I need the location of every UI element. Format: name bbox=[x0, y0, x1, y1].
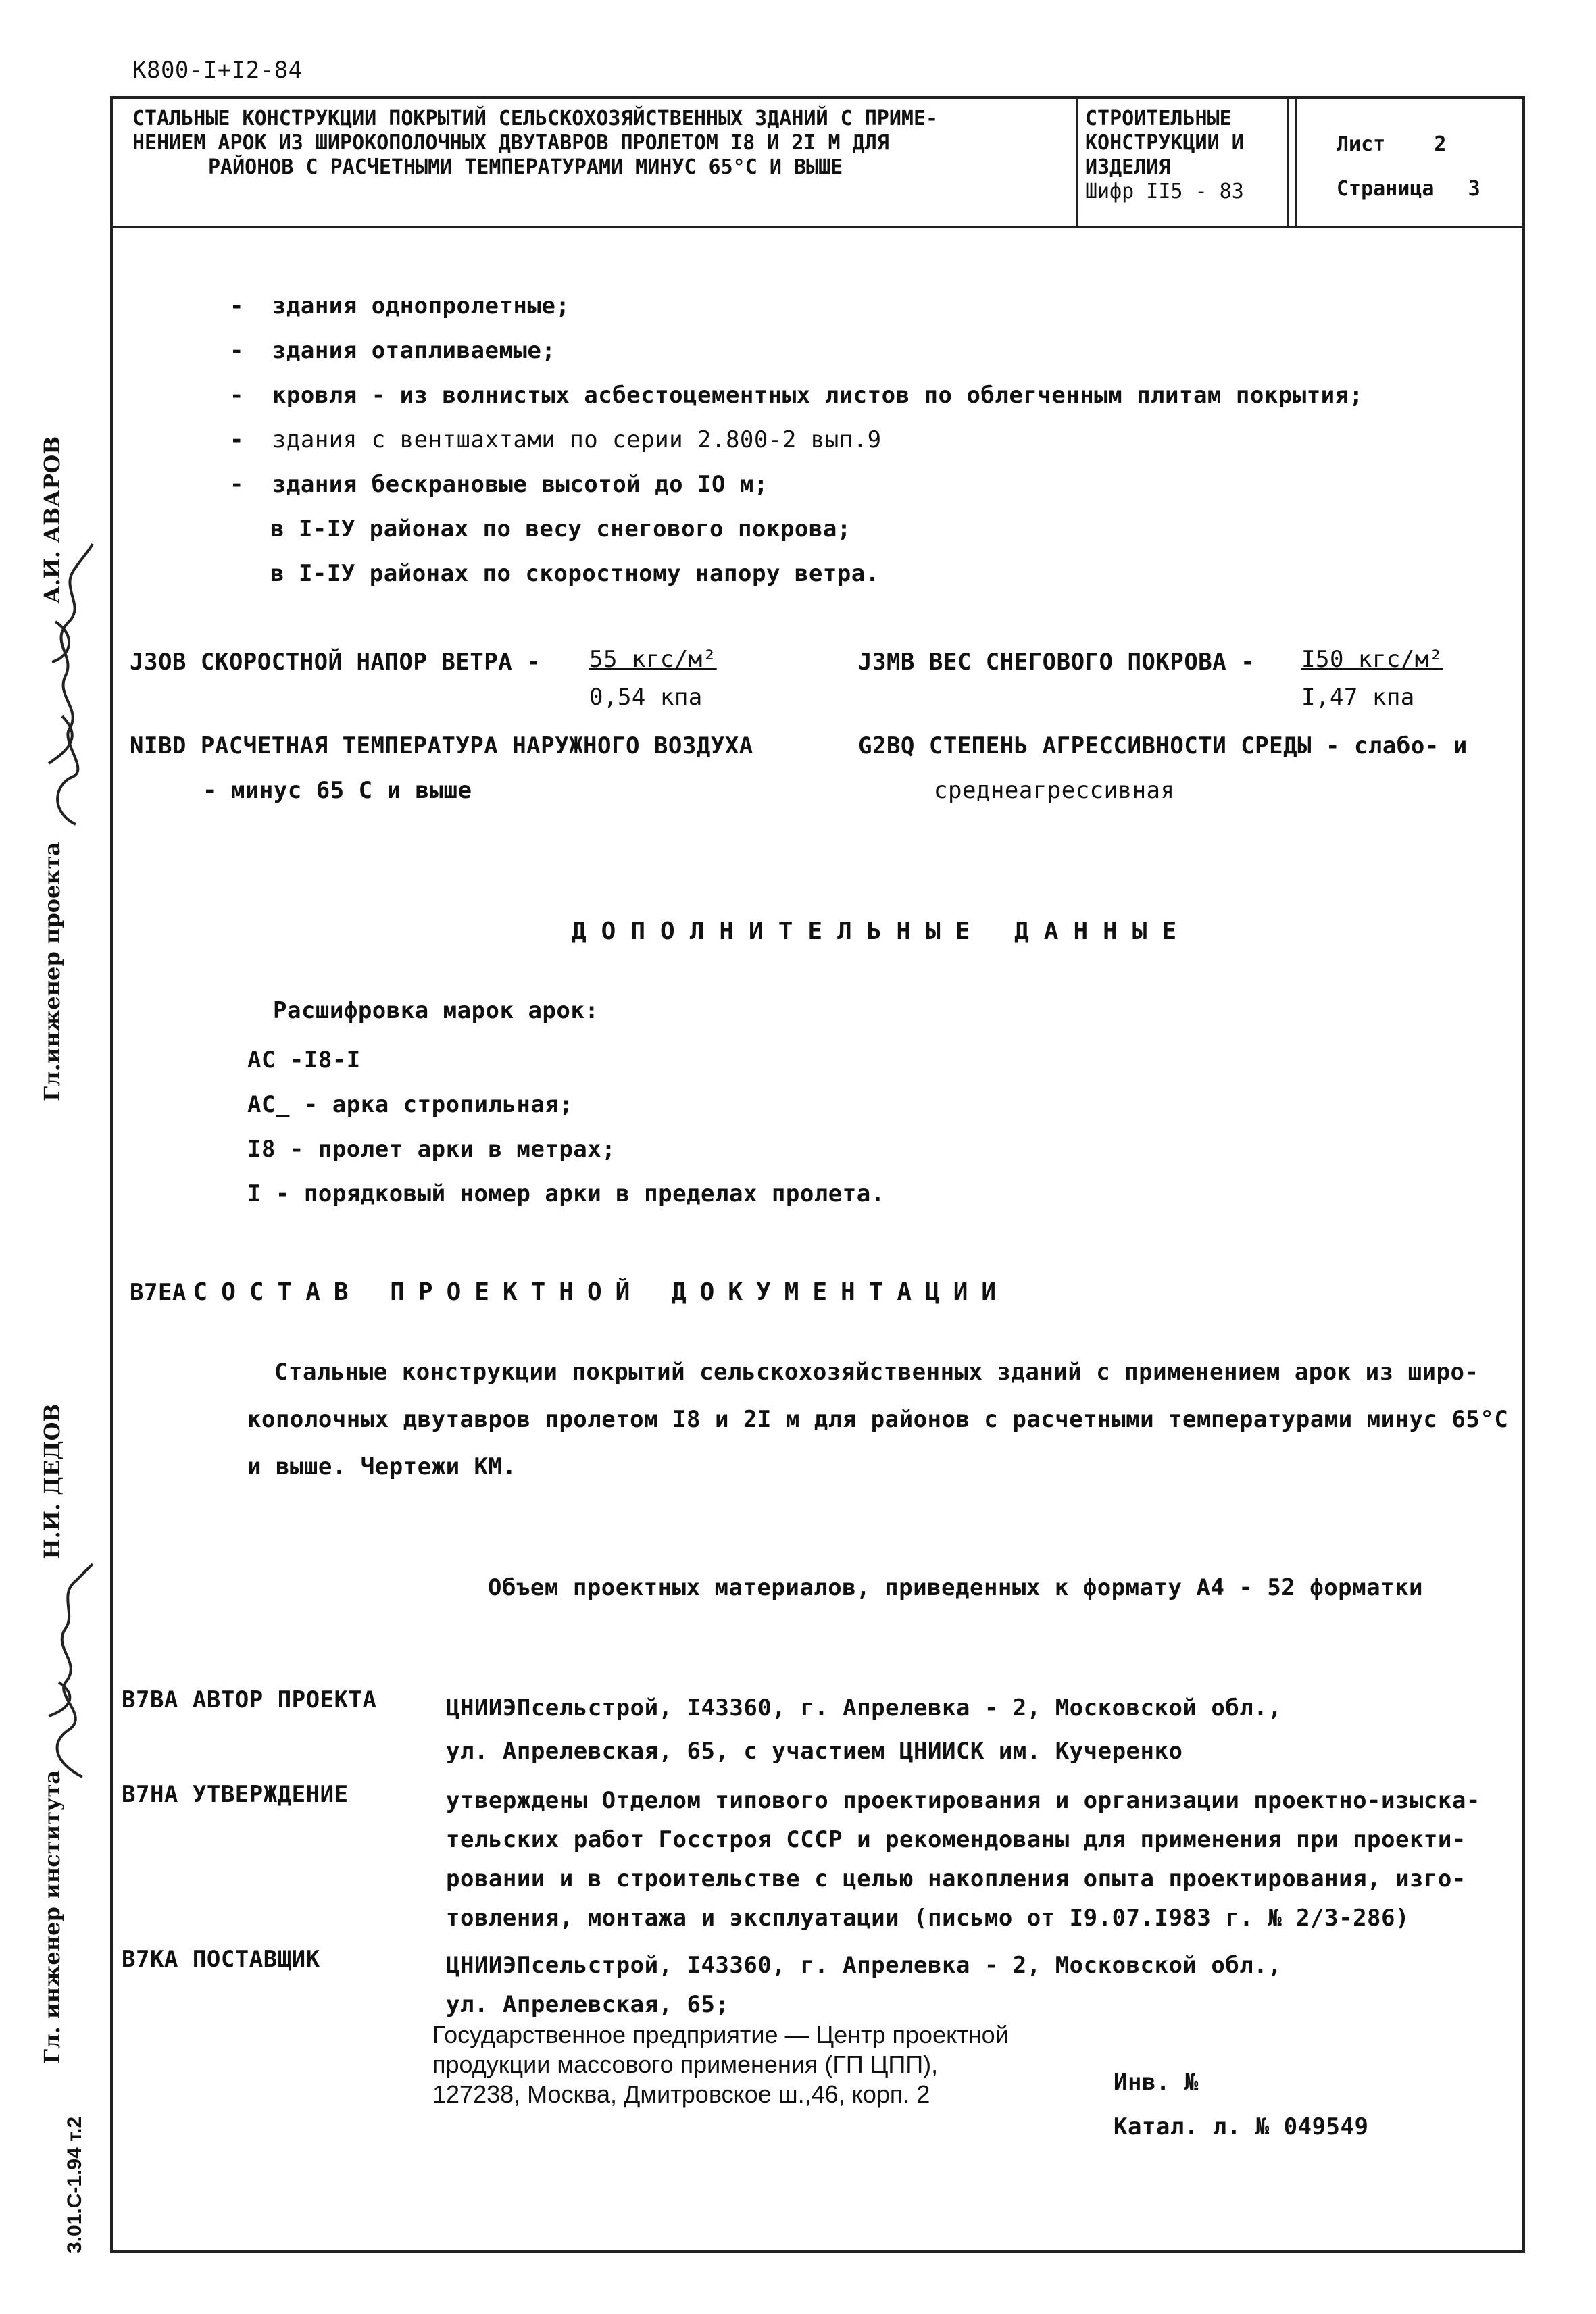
distributor-stamp bbox=[432, 2020, 1009, 2109]
supplier-line-1: ЦНИИЭПсельстрой, I43360, г. Апрелевка - 2, Московской обл., bbox=[446, 1952, 1282, 1979]
side-label-institute-name: Н.И. ДЕДОВ bbox=[39, 1403, 65, 1559]
list-item: АС_ - арка стропильная; bbox=[247, 1091, 574, 1118]
list-item: - здания однопролетные; bbox=[230, 293, 570, 320]
category-cipher: Шифр II5 - 83 bbox=[1085, 180, 1244, 203]
list-subitem: в I-IУ районах по весу снегового покрова; bbox=[270, 515, 851, 543]
temp-label: РАСЧЕТНАЯ ТЕМПЕРАТУРА НАРУЖНОГО ВОЗДУХА bbox=[200, 732, 753, 759]
page-label: Страница bbox=[1337, 177, 1435, 201]
header-title-line-3: РАЙОНОВ С РАСЧЕТНЫМИ ТЕМПЕРАТУРАМИ МИНУС 65°С И ВЫШЕ bbox=[208, 155, 843, 179]
approval-line-4: товления, монтажа и эксплуатации (письмо от I9.07.I983 г. № 2/3-286) bbox=[446, 1905, 1410, 1932]
author-code: B7BA bbox=[122, 1686, 178, 1713]
side-label-chief-engineer-institute: Гл. инженер института bbox=[39, 1769, 65, 2064]
sheet-number bbox=[1337, 132, 1446, 157]
header-divider-3 bbox=[1295, 96, 1297, 227]
sheet-value: 2 bbox=[1434, 132, 1447, 156]
author-line-1: ЦНИИЭПсельстрой, I43360, г. Апрелевка - 2, Московской обл., bbox=[446, 1694, 1282, 1721]
approval-line-3: ровании и в строительстве с целью накопления опыта проектирования, изго- bbox=[446, 1865, 1466, 1892]
header-divider-1 bbox=[1076, 96, 1078, 227]
approval-code: B7HA bbox=[122, 1781, 178, 1808]
supplier-text bbox=[446, 1946, 1282, 2024]
list-item: - кровля - из волнистых асбестоцементных листов по облегченным плитам покрытия; bbox=[230, 382, 1364, 409]
snow-label: ВЕС СНЕГОВОГО ПОКРОВА - bbox=[928, 649, 1255, 676]
list-item: I8 - пролет арки в метрах; bbox=[247, 1136, 616, 1163]
header-title-line-2: НЕНИЕМ АРОК ИЗ ШИРОКОПОЛОЧНЫХ ДВУТАВРОВ ПРОЛЕТОМ I8 И 2I М ДЛЯ bbox=[132, 131, 889, 155]
supplier-code: B7KA bbox=[122, 1946, 178, 1973]
aggr-value: среднеагрессивная bbox=[934, 777, 1175, 804]
wind-value: 55 кгс/м² bbox=[589, 646, 717, 673]
header-bottom-border bbox=[110, 226, 1525, 228]
category-line-3: ИЗДЕЛИЯ bbox=[1085, 155, 1171, 179]
temp-code: NIBD bbox=[130, 732, 186, 759]
approval-label: УТВЕРЖДЕНИЕ bbox=[192, 1781, 349, 1808]
snow-value-kpa: I,47 кпа bbox=[1301, 684, 1415, 711]
author-label: АВТОР ПРОЕКТА bbox=[192, 1686, 377, 1713]
list-item: I - порядковый номер арки в пределах пролета. bbox=[247, 1180, 885, 1207]
side-series-code: 3.01.С-1.94 т.2 bbox=[64, 2116, 86, 2253]
wind-value-kpa: 0,54 кпа bbox=[589, 684, 703, 711]
composition-text bbox=[247, 1349, 1508, 1490]
snow-value: I50 кгс/м² bbox=[1301, 646, 1443, 673]
volume-note: Объем проектных материалов, приведенных к формату А4 - 52 форматки bbox=[488, 1574, 1424, 1601]
conditions-list bbox=[230, 284, 1364, 596]
arch-marks-list bbox=[247, 1038, 885, 1216]
approval-line-1: утверждены Отделом типового проектирования и организации проектно-изыска- bbox=[446, 1787, 1480, 1814]
sheet-label: Лист bbox=[1337, 132, 1386, 156]
header-divider-2 bbox=[1287, 96, 1289, 227]
aggr-label: СТЕПЕНЬ АГРЕССИВНОСТИ СРЕДЫ - слабо- и bbox=[928, 732, 1468, 759]
supplier-code-label bbox=[122, 1946, 320, 1973]
wind-label: СКОРОСТНОЙ НАПОР ВЕТРА - bbox=[200, 649, 541, 676]
section-heading-additional: ДОПОЛНИТЕЛЬНЫЕ ДАННЫЕ bbox=[572, 917, 1192, 945]
supplier-label: ПОСТАВЩИК bbox=[192, 1946, 320, 1973]
side-label-chief-engineer-project: Гл.инженер проекта bbox=[39, 841, 65, 1101]
side-label-chief-engineer-name: А.И. АВАРОВ bbox=[39, 436, 65, 604]
list-item: - здания отапливаемые; bbox=[230, 337, 556, 364]
wind-pressure bbox=[130, 649, 541, 676]
category-line-2: КОНСТРУКЦИИ И bbox=[1085, 131, 1244, 155]
composition-line-3: и выше. Чертежи КМ. bbox=[247, 1453, 517, 1480]
stamp-line-2: продукции массового применения (ГП ЦПП), bbox=[432, 2051, 939, 2078]
section-heading-composition: СОСТАВ ПРОЕКТНОЙ ДОКУМЕНТАЦИИ bbox=[193, 1278, 1010, 1306]
header-title-line-1: СТАЛЬНЫЕ КОНСТРУКЦИИ ПОКРЫТИЙ СЕЛЬСКОХОЗЯЙСТВЕННЫХ ЗДАНИЙ С ПРИМЕ- bbox=[132, 107, 939, 130]
author-code-label bbox=[122, 1686, 376, 1713]
wind-code: J3OB bbox=[130, 649, 186, 676]
category-line-1: СТРОИТЕЛЬНЫЕ bbox=[1085, 107, 1232, 130]
additional-intro: Расшифровка марок арок: bbox=[273, 997, 599, 1024]
header-title bbox=[132, 107, 938, 180]
author-line-2: ул. Апрелевская, 65, с участием ЦНИИСК им. Кучеренко bbox=[446, 1738, 1183, 1765]
section-composition bbox=[130, 1278, 1009, 1306]
approval-line-2: тельских работ Госстроя СССР и рекомендованы для применения при проекти- bbox=[446, 1826, 1466, 1853]
stamp-line-1: Государственное предприятие — Центр проектной bbox=[432, 2021, 1009, 2048]
list-item: - здания с вентшахтами по серии 2.800-2 вып.9 bbox=[230, 426, 882, 453]
list-item: АС -I8-I bbox=[247, 1047, 361, 1074]
approval-text bbox=[446, 1781, 1480, 1938]
approval-code-label bbox=[122, 1781, 349, 1808]
snow-code: J3MB bbox=[858, 649, 915, 676]
snow-load bbox=[858, 649, 1255, 676]
composition-line-2: кополочных двутавров пролетом I8 и 2I м для районов с расчетными температурами минус 65°С bbox=[247, 1406, 1509, 1433]
catalog-sheet-number: Катал. л. № 049549 bbox=[1114, 2113, 1369, 2140]
composition-code: B7EA bbox=[130, 1279, 186, 1306]
page-value: 3 bbox=[1468, 177, 1480, 201]
signature-chief-engineer-project bbox=[35, 540, 96, 831]
temp-value: - минус 65 С и выше bbox=[203, 777, 472, 804]
author-text bbox=[446, 1686, 1282, 1773]
document-code: К800-I+I2-84 bbox=[132, 57, 303, 84]
page-number bbox=[1337, 177, 1480, 201]
list-subitem: в I-IУ районах по скоростному напору ветра. bbox=[270, 560, 880, 587]
design-temperature bbox=[130, 732, 753, 759]
environment-aggressiveness bbox=[858, 732, 1468, 759]
signature-chief-engineer-institute bbox=[35, 1561, 96, 1784]
stamp-line-3: 127238, Москва, Дмитровское ш.,46, корп. 2 bbox=[432, 2080, 930, 2108]
header-category bbox=[1085, 107, 1244, 204]
inventory-number: Инв. № bbox=[1114, 2069, 1199, 2096]
composition-line-1: Стальные конструкции покрытий сельскохозяйственных зданий с применением арок из широ- bbox=[274, 1359, 1479, 1386]
list-item: - здания бескрановые высотой до IO м; bbox=[230, 471, 768, 498]
supplier-line-2: ул. Апрелевская, 65; bbox=[446, 1991, 730, 2018]
aggr-code: G2BQ bbox=[858, 732, 915, 759]
